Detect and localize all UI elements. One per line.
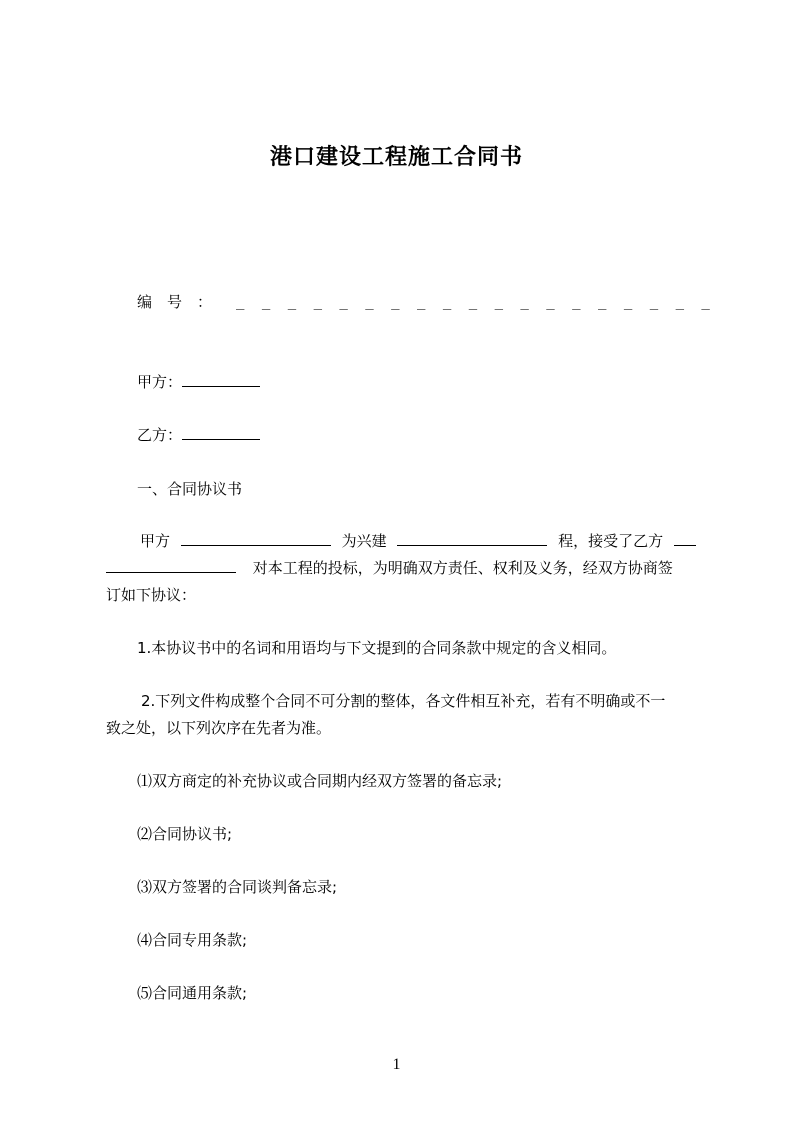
list-item: ⑶双方签署的合同谈判备忘录; [137, 878, 338, 896]
contract-number-blank: _ _ _ _ _ _ _ _ _ _ _ _ _ _ _ _ _ _ _ [236, 294, 715, 310]
para1-line1 [140, 531, 696, 551]
party-b-blank [182, 425, 260, 440]
project-name-blank [397, 531, 547, 546]
item-2-line-2: 致之处，以下列次序在先者为准。 [106, 719, 332, 737]
item-1: 1.本协议书中的名词和用语均与下文提到的合同条款中规定的含义相同。 [137, 639, 617, 657]
party-b-label: 乙方： [137, 426, 183, 444]
party-a-line [137, 372, 260, 392]
party-a-label: 甲方： [137, 373, 183, 391]
list-item: ⑷合同专用条款; [137, 931, 248, 949]
party-b-name-blank-2 [106, 558, 236, 573]
item-2-line-1: 2.下列文件构成整个合同不可分割的整体，各文件相互补充，若有不明确或不一 [141, 692, 666, 710]
party-b-line [137, 425, 260, 445]
para1-accept: 程，接受了乙方 [558, 532, 664, 550]
para1-rest: 对本工程的投标，为明确双方责任、权利及义务，经双方协商签 [252, 559, 673, 577]
document-title: 港口建设工程施工合同书 [269, 145, 523, 170]
page-number: 1 [392, 1056, 401, 1073]
para1-party-a: 甲方 [140, 532, 171, 550]
para1-line2 [106, 558, 673, 578]
list-item: ⑵合同协议书; [137, 825, 233, 843]
contract-number-label: 编 号 ： [137, 293, 213, 311]
para1-build: 为兴建 [341, 532, 387, 550]
list-item: ⑸合同通用条款; [137, 984, 248, 1002]
list-item: ⑴双方商定的补充协议或合同期内经双方签署的备忘录; [137, 772, 503, 790]
party-b-name-blank-1 [674, 531, 696, 546]
party-a-blank [182, 372, 260, 387]
section-1-heading: 一、合同协议书 [137, 480, 243, 498]
party-a-name-blank [181, 531, 331, 546]
para1-line3: 订如下协议： [106, 586, 197, 604]
